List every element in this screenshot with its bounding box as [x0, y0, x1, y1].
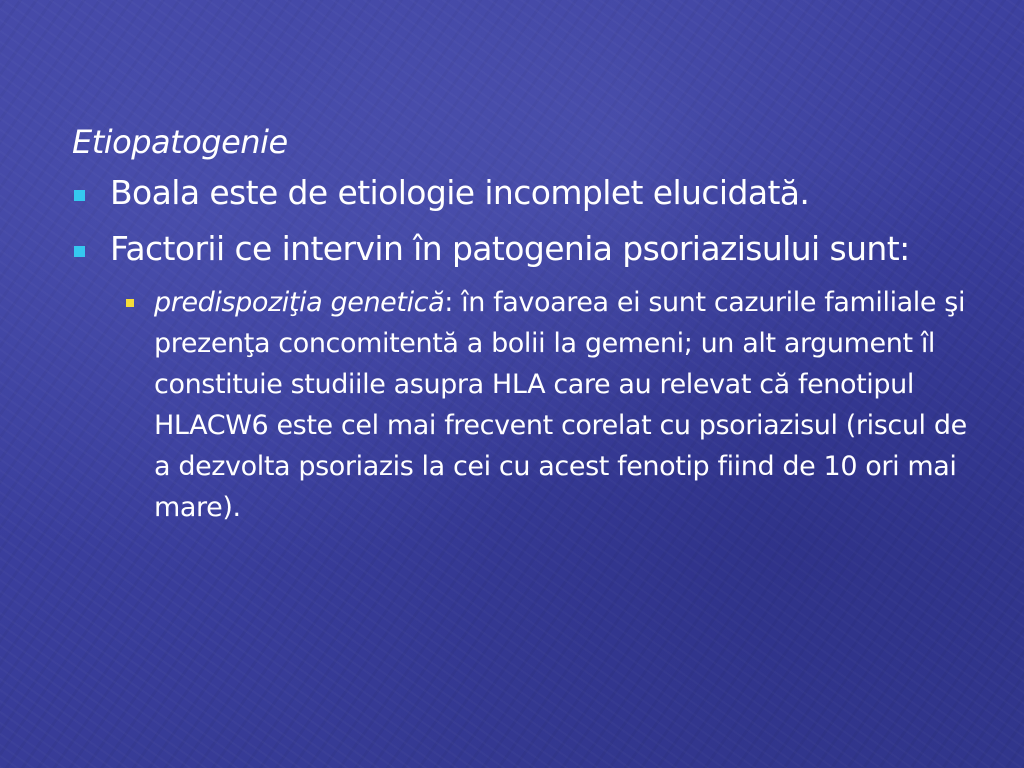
slide-heading: Etiopatogenie	[72, 123, 288, 161]
bullet-item	[72, 170, 972, 216]
bullet-text: Boala este de etiologie incomplet elucidată.	[110, 173, 810, 212]
square-bullet-icon	[74, 246, 85, 257]
sub-bullet-term: predispoziţia genetică	[154, 287, 445, 318]
slide-content	[72, 120, 972, 528]
bullet-item	[72, 226, 972, 272]
small-square-bullet-icon	[126, 299, 134, 307]
bullet-text: Factorii ce intervin în patogenia psoriazisului sunt:	[110, 229, 910, 268]
sub-bullet-text: : în favoarea ei sunt cazurile familiale şi prezenţa concomitentă a bolii la gemeni; un alt argument îl constituie studiile asupra HLA care au relevat că fenotipul HLACW6 este cel mai frecvent corelat cu psoriazisul (riscul de a dezvolta psoriazis la cei cu acest fenotip fiind de 10 ori mai mare).	[154, 287, 967, 523]
square-bullet-icon	[74, 190, 85, 201]
sub-bullet-item	[126, 282, 974, 528]
